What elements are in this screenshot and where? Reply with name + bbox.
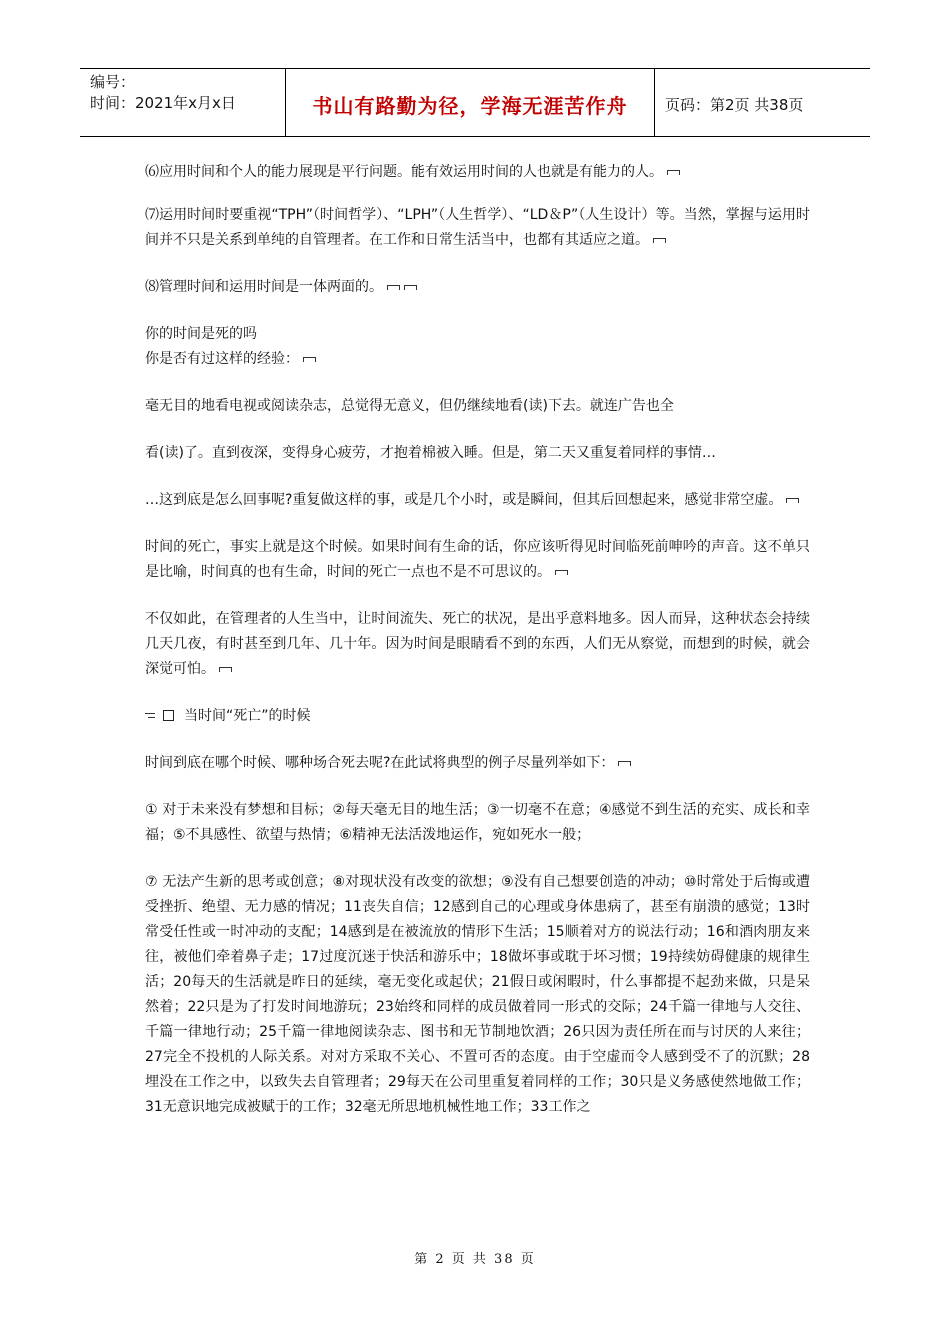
checkbox-square-icon: [163, 710, 174, 721]
header-motto: 书山有路勤为径，学海无涯苦作舟: [312, 94, 628, 118]
header-left-cell: [90, 72, 236, 114]
paragraph-mark-icon: [555, 570, 568, 575]
paragraph-mark-icon: [786, 498, 799, 503]
paragraph: ⑻管理时间和运用时间是一体两面的。: [145, 275, 810, 300]
paragraph: 时间到底在哪个时候、哪种场合死去呢?在此试将典型的例子尽量列举如下：: [145, 751, 810, 776]
paragraph: ⑹应用时间和个人的能力展现是平行问题。能有效运用时间的人也就是有能力的人。: [145, 160, 810, 185]
paragraph: ⑺运用时间时要重视“TPH”（时间哲学）、“LPH”（人生哲学）、“LD＆P”（人生设计）等。当然，掌握与运用时间并不只是关系到单纯的自管理者。在工作和日常生活当中，也都有其适应之道。: [145, 207, 810, 248]
paragraph-mark-icon: [387, 285, 400, 290]
paragraph: 毫无目的地看电视或阅读杂志，总觉得无意义，但仍继续地看(读)下去。就连广告也全: [145, 398, 674, 414]
paragraph-mark-icon: [618, 761, 631, 766]
paragraph: 时间的死亡，事实上就是这个时候。如果时间有生命的话，你应该听得见时间临死前呻吟的声音。这不单只是比喻，时间真的也有生命，时间的死亡一点也不是不可思议的。: [145, 539, 810, 580]
paragraph-mark-icon: [667, 170, 680, 175]
section-heading: 当时间“死亡”的时候: [145, 704, 810, 729]
header-page-info: 页码：第2页 共38页: [665, 96, 804, 114]
header-bottom-rule: [80, 136, 870, 137]
document-number-label: 编号：: [90, 73, 136, 91]
bullet-lead-icon: [145, 711, 157, 721]
paragraph: …这到底是怎么回事呢?重复做这样的事，或是几个小时，或是瞬间，但其后回想起来，感觉非常空虚。: [145, 488, 810, 513]
list-item: ⑦ 无法产生新的思考或创意；⑧对现状没有改变的欲想；⑨没有自己想要创造的冲动；⑩时常处于后悔或遭受挫折、绝望、无力感的情况；11丧失自信；12感到自己的心理或身体患病了，甚至有崩溃的感觉；13时常受任性或一时冲动的支配；14感到是在被流放的情形下生活；15顺着对方的说法行动；16和酒肉朋友来往，被他们牵着鼻子走；17过度沉迷于快活和游乐中；18做坏事或耽于坏习惯；19持续妨碍健康的规律生活；20每天的生活就是昨日的延续，毫无变化或起伏；21假日或闲暇时，什么事都提不起劲来做，只是呆然着；22只是为了打发时间地游玩；23始终和同样的成员做着同一形式的交际；24千篇一律地与人交往、千篇一律地行动；25千篇一律地阅读杂志、图书和无节制地饮酒；26只因为责任所在而与讨厌的人来往；27完全不投机的人际关系。对对方采取不关心、不置可否的态度。由于空虚而令人感到受不了的沉默；28埋没在工作之中，以致失去自管理者；29每天在公司里重复着同样的工作；30只是义务感使然地做工作；31无意识地完成被赋于的工作；32毫无所思地机械性地工作；33工作之: [145, 874, 810, 1115]
paragraph-mark-icon: [404, 285, 417, 290]
list-item: ① 对于未来没有梦想和目标；②每天毫无目的地生活；③一切毫不在意；④感觉不到生活的充实、成长和幸福；⑤不具感性、欲望与热情；⑥精神无法活泼地运作，宛如死水一般；: [145, 802, 810, 843]
paragraph-mark-icon: [219, 667, 232, 672]
paragraph: 你是否有过这样的经验：: [145, 347, 810, 372]
paragraph: 不仅如此，在管理者的人生当中，让时间流失、死亡的状况，是出乎意料地多。因人而异，这种状态会持续几天几夜，有时甚至到几年、几十年。因为时间是眼睛看不到的东西，人们无从察觉，而想到的时候，就会深觉可怕。: [145, 611, 810, 677]
paragraph-mark-icon: [653, 238, 666, 243]
document-body: [145, 160, 810, 1120]
document-date-label: 时间：2021年x月x日: [90, 94, 236, 112]
paragraph: 看(读)了。直到夜深，变得身心疲劳，才抱着棉被入睡。但是，第二天又重复着同样的事情…: [145, 445, 716, 461]
paragraph-mark-icon: [303, 357, 316, 362]
page-footer: 第 2 页 共 38 页: [414, 1252, 536, 1267]
section-subtitle: 你的时间是死的吗: [145, 326, 257, 342]
